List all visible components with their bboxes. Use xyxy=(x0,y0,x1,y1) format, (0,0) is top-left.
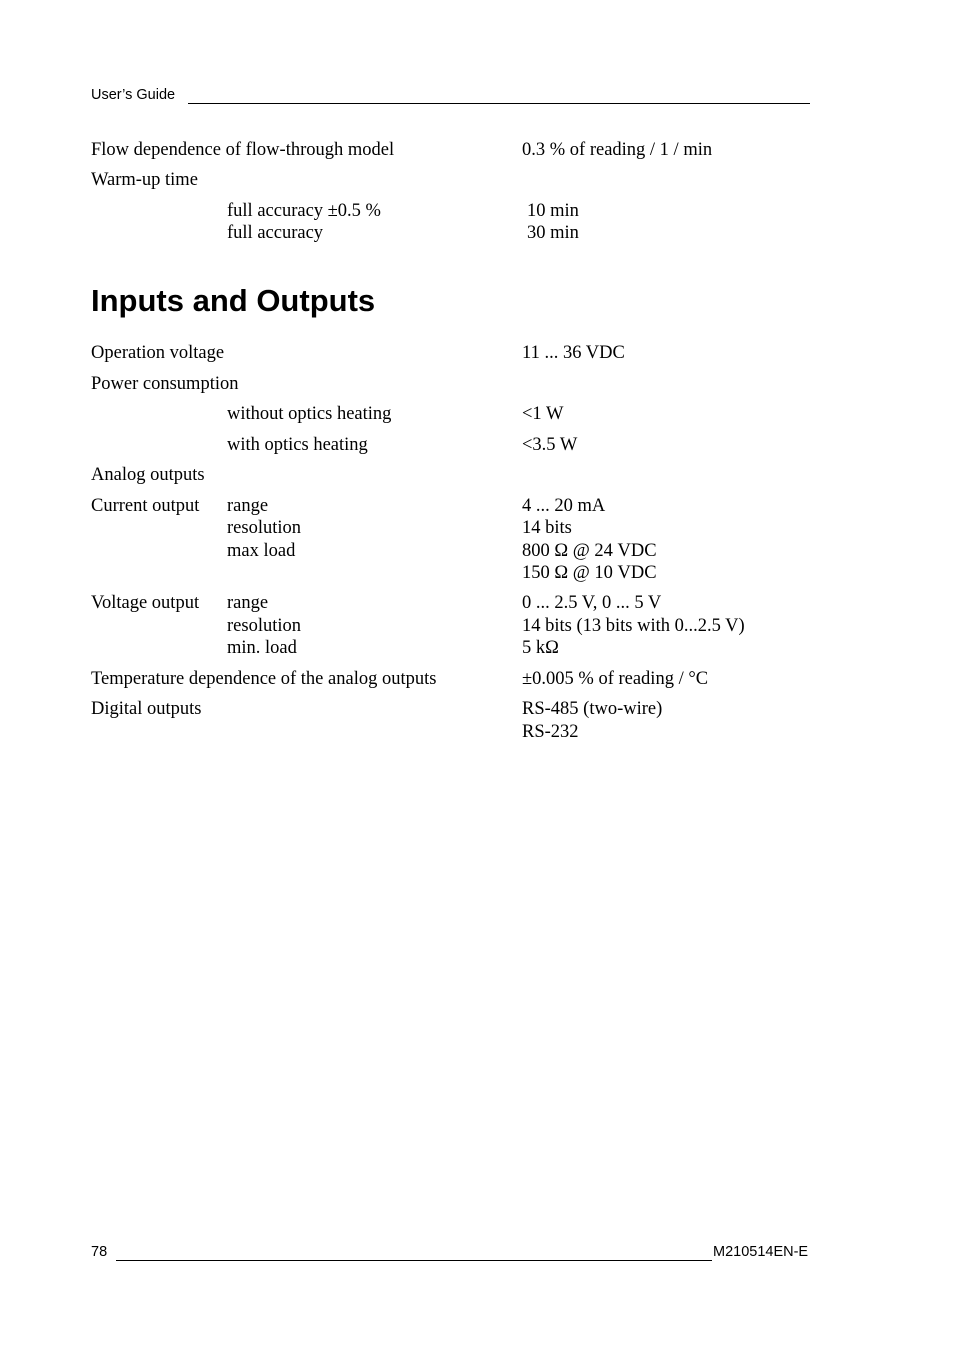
digital-value-rs485: RS-485 (two-wire) xyxy=(522,699,663,719)
header-title: User’s Guide xyxy=(91,87,176,103)
current-value-load-10: 150 Ω @ 10 VDC xyxy=(522,563,657,583)
flow-dependence-label: Flow dependence of flow-through model xyxy=(91,140,395,160)
warmup-value-2: 30 min xyxy=(527,223,579,243)
voltage-sub-range: range xyxy=(227,593,269,613)
current-output-label: Current output xyxy=(91,496,200,516)
power-value-1: <1 W xyxy=(522,404,564,424)
operation-voltage-value: 11 ... 36 VDC xyxy=(522,343,625,363)
temperature-dependence-value: ±0.005 % of reading / °C xyxy=(522,669,709,689)
document-code: M210514EN-E xyxy=(713,1244,809,1260)
current-value-resolution: 14 bits xyxy=(522,518,572,538)
current-sub-max-load: max load xyxy=(227,541,296,561)
digital-outputs-label: Digital outputs xyxy=(91,699,202,719)
power-sub-2: with optics heating xyxy=(227,435,368,455)
operation-voltage-label: Operation voltage xyxy=(91,343,225,363)
voltage-value-range: 0 ... 2.5 V, 0 ... 5 V xyxy=(522,593,662,613)
section-heading: Inputs and Outputs xyxy=(91,283,376,318)
temperature-dependence-label: Temperature dependence of the analog outputs xyxy=(91,669,437,689)
power-sub-1: without optics heating xyxy=(227,404,392,424)
flow-dependence-value: 0.3 % of reading / 1 / min xyxy=(522,140,713,160)
header-rule xyxy=(188,103,810,104)
voltage-value-resolution: 14 bits (13 bits with 0...2.5 V) xyxy=(522,616,745,636)
current-value-load-24: 800 Ω @ 24 VDC xyxy=(522,541,657,561)
voltage-value-min-load: 5 kΩ xyxy=(522,638,559,658)
current-value-range: 4 ... 20 mA xyxy=(522,496,606,516)
current-sub-range: range xyxy=(227,496,269,516)
voltage-sub-min-load: min. load xyxy=(227,638,297,658)
analog-outputs-label: Analog outputs xyxy=(91,465,205,485)
digital-value-rs232: RS-232 xyxy=(522,722,579,742)
warmup-time-label: Warm-up time xyxy=(91,170,198,190)
voltage-sub-resolution: resolution xyxy=(227,616,301,636)
voltage-output-label: Voltage output xyxy=(91,593,200,613)
footer-rule xyxy=(116,1260,712,1261)
warmup-sub-2: full accuracy xyxy=(227,223,324,243)
current-sub-resolution: resolution xyxy=(227,518,301,538)
page-number: 78 xyxy=(91,1244,108,1260)
power-consumption-label: Power consumption xyxy=(91,374,239,394)
warmup-value-1: 10 min xyxy=(527,201,579,221)
power-value-2: <3.5 W xyxy=(522,435,578,455)
warmup-sub-1: full accuracy ±0.5 % xyxy=(227,201,381,221)
